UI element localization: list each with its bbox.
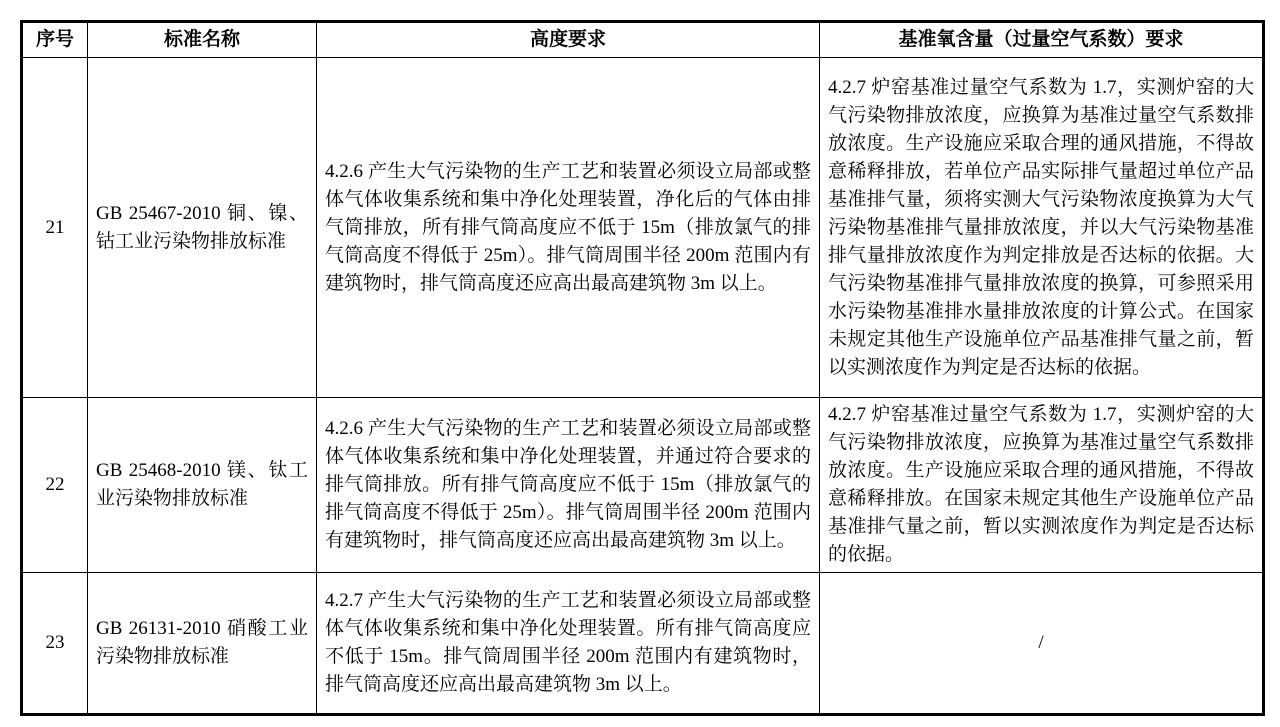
table-header-row <box>22 22 1264 58</box>
serial-number-cell: 22 <box>22 398 88 573</box>
standards-table <box>20 20 1265 716</box>
oxygen-requirement-cell: / <box>820 573 1264 715</box>
height-requirement-cell: 4.2.6 产生大气污染物的生产工艺和装置必须设立局部或整体气体收集系统和集中净化处理装置，并通过符合要求的排气筒排放。所有排气筒高度应不低于 15m（排放氯气的排气筒高度不得低于 25m）。排气筒周围半径 200m 范围内有建筑物时，排气筒高度还应高出最高建筑物 3m 以上。 <box>317 398 820 573</box>
table-row <box>22 398 1264 573</box>
header-oxygen-requirement: 基准氧含量（过量空气系数）要求 <box>820 22 1264 58</box>
standard-name-cell: GB 25467-2010 铜、镍、钴工业污染物排放标准 <box>88 58 317 398</box>
table-row <box>22 58 1264 398</box>
table-row <box>22 573 1264 715</box>
height-requirement-cell: 4.2.7 产生大气污染物的生产工艺和装置必须设立局部或整体气体收集系统和集中净化处理装置。所有排气筒高度应不低于 15m。排气筒周围半径 200m 范围内有建筑物时，排气筒高度还应高出最高建筑物 3m 以上。 <box>317 573 820 715</box>
serial-number-cell: 21 <box>22 58 88 398</box>
oxygen-requirement-cell: 4.2.7 炉窑基准过量空气系数为 1.7，实测炉窑的大气污染物排放浓度，应换算为基准过量空气系数排放浓度。生产设施应采取合理的通风措施，不得故意稀释排放。在国家未规定其他生产设施单位产品基准排气量之前，暂以实测浓度作为判定是否达标的依据。 <box>820 398 1264 573</box>
header-serial-number: 序号 <box>22 22 88 58</box>
header-standard-name: 标准名称 <box>88 22 317 58</box>
standard-name-cell: GB 25468-2010 镁、钛工业污染物排放标准 <box>88 398 317 573</box>
oxygen-requirement-cell: 4.2.7 炉窑基准过量空气系数为 1.7，实测炉窑的大气污染物排放浓度，应换算为基准过量空气系数排放浓度。生产设施应采取合理的通风措施，不得故意稀释排放，若单位产品实际排气量超过单位产品基准排气量，须将实测大气污染物浓度换算为大气污染物基准排气量排放浓度，并以大气污染物基准排气量排放浓度作为判定排放是否达标的依据。大气污染物基准排气量排放浓度的换算，可参照采用水污染物基准排水量排放浓度的计算公式。在国家未规定其他生产设施单位产品基准排气量之前，暂以实测浓度作为判定是否达标的依据。 <box>820 58 1264 398</box>
height-requirement-cell: 4.2.6 产生大气污染物的生产工艺和装置必须设立局部或整体气体收集系统和集中净化处理装置，净化后的气体由排气筒排放，所有排气筒高度应不低于 15m（排放氯气的排气筒高度不得低于 25m）。排气筒周围半径 200m 范围内有建筑物时，排气筒高度还应高出最高建筑物 3m 以上。 <box>317 58 820 398</box>
header-height-requirement: 高度要求 <box>317 22 820 58</box>
standard-name-cell: GB 26131-2010 硝酸工业污染物排放标准 <box>88 573 317 715</box>
serial-number-cell: 23 <box>22 573 88 715</box>
